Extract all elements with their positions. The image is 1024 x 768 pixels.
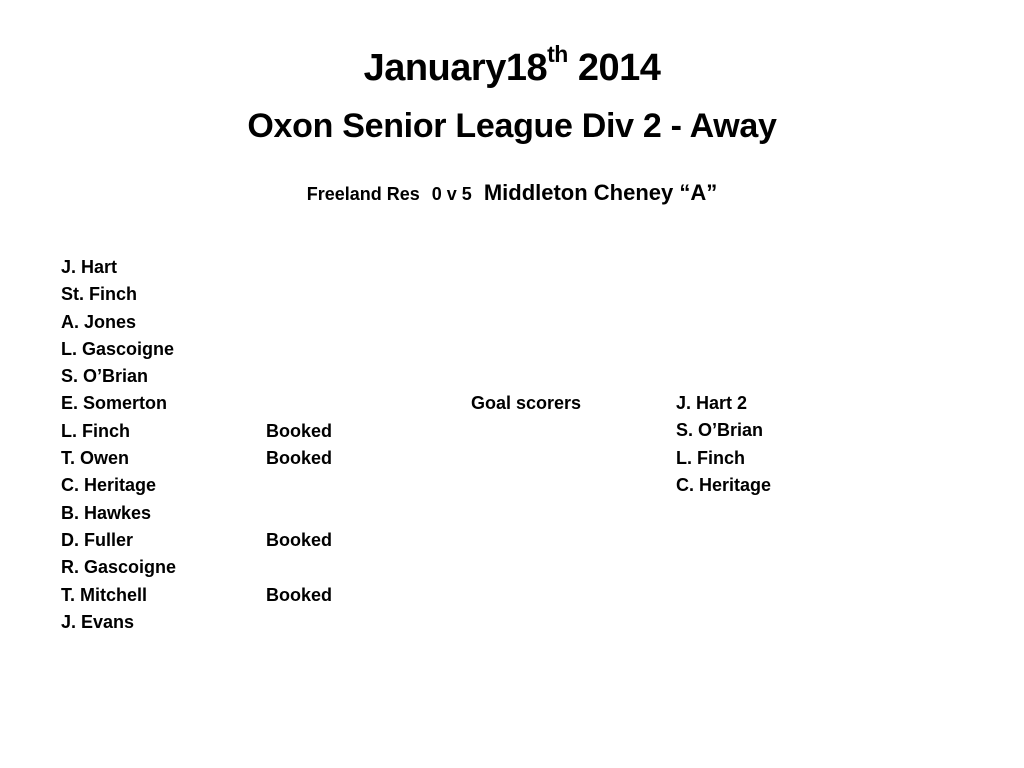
- goal-scorers-list: [676, 390, 771, 499]
- goal-scorer: S. O’Brian: [676, 420, 764, 441]
- player-name: J. Evans: [61, 611, 135, 632]
- player-name: L. Gascoigne: [61, 338, 175, 359]
- booking-note: Booked: [266, 448, 333, 469]
- player-name: S. O’Brian: [61, 366, 149, 387]
- player-name: R. Gascoigne: [61, 557, 177, 578]
- goal-scorers-label: Goal scorers: [471, 393, 582, 413]
- booking-note: Booked: [266, 584, 333, 605]
- goal-scorer: C. Heritage: [676, 474, 772, 495]
- match-score: 0 v 5: [431, 184, 472, 204]
- date-superscript: th: [547, 41, 568, 68]
- player-name: D. Fuller: [61, 529, 134, 550]
- goal-scorer: J. Hart 2: [676, 393, 748, 413]
- player-name: A. Jones: [61, 311, 137, 332]
- page-title-date: [0, 41, 1024, 92]
- league-title: Oxon Senior League Div 2 - Away: [247, 107, 777, 145]
- player-name: L. Finch: [61, 420, 130, 441]
- date-prefix: January18: [363, 47, 548, 89]
- player-name: B. Hawkes: [61, 502, 152, 523]
- goal-scorer: L. Finch: [676, 447, 745, 468]
- player-name: C. Heritage: [61, 475, 157, 496]
- player-name: T. Owen: [61, 448, 130, 469]
- player-name: J. Hart: [61, 257, 118, 277]
- booking-note: Booked: [266, 529, 333, 550]
- player-name: St. Finch: [61, 284, 137, 305]
- player-name: T. Mitchell: [61, 584, 148, 605]
- booking-note: Booked: [266, 420, 333, 441]
- match-result: [0, 180, 1024, 206]
- away-team: Middleton Cheney “A”: [483, 180, 718, 205]
- home-team: Freeland Res: [306, 184, 420, 204]
- date-suffix: 2014: [567, 47, 661, 89]
- player-name: E. Somerton: [61, 393, 168, 414]
